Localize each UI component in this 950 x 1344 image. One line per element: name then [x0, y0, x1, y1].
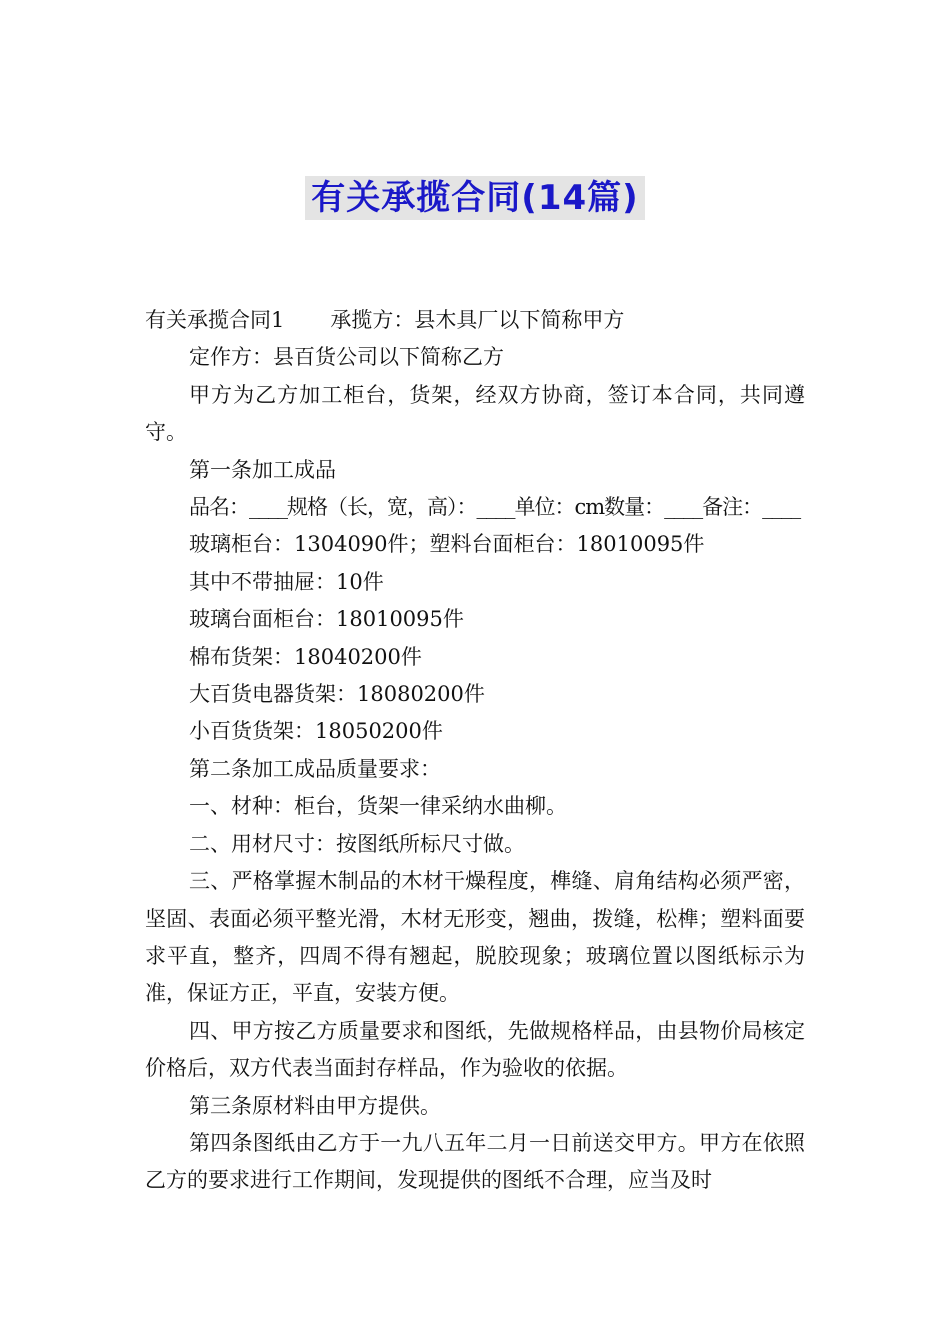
paragraph: 第一条加工成品	[189, 457, 336, 482]
paragraph: 四、甲方按乙方质量要求和图纸，先做规格样品，由县物价局核定价格后，双方代表当面封存样品，作为验收的依据。	[145, 1018, 805, 1081]
paragraph: 第三条原材料由甲方提供。	[189, 1093, 441, 1118]
paragraph: 玻璃台面柜台：18010095件	[189, 607, 464, 632]
contractor-party: 承揽方：县木具厂以下简称甲方	[330, 308, 625, 332]
paragraph: 玻璃柜台：1304090件；塑料台面柜台：18010095件	[189, 532, 705, 557]
paragraph: 三、严格掌握木制品的木材干燥程度，榫缝、肩角结构必须严密，坚固、表面必须平整光滑，木材无形变，翘曲，拨缝，松榫；塑料面要求平直，整齐，四周不得有翘起，脱胶现象；玻璃位置以图纸标示为准，保证方正，平直，安装方便。	[145, 869, 805, 1006]
paragraph: 定作方：县百货公司以下简称乙方	[189, 345, 504, 370]
paragraph: 第四条图纸由乙方于一九八五年二月一日前送交甲方。甲方在依照乙方的要求进行工作期间，发现提供的图纸不合理，应当及时	[145, 1130, 805, 1193]
paragraph: 棉布货架：18040200件	[189, 644, 422, 669]
paragraph: 其中不带抽屉：10件	[189, 569, 384, 594]
paragraph: 小百货货架：18050200件	[189, 719, 443, 744]
document-title-block	[0, 176, 950, 220]
paragraph: 品名：____规格（长，宽，高）：____单位：cm数量：____备注：____	[189, 495, 801, 520]
paragraph: 一、材种：柜台，货架一律采纳水曲柳。	[189, 794, 567, 819]
contract-heading-line	[145, 302, 805, 339]
contract-number: 有关承揽合同1	[145, 308, 285, 332]
paragraph: 第二条加工成品质量要求：	[189, 756, 441, 781]
document-title: 有关承揽合同(14篇)	[305, 176, 644, 220]
paragraph: 甲方为乙方加工柜台，货架，经双方协商，签订本合同，共同遵守。	[145, 382, 805, 445]
paragraph: 二、用材尺寸：按图纸所标尺寸做。	[189, 831, 525, 856]
paragraph: 大百货电器货架：18080200件	[189, 682, 485, 707]
document-body	[145, 302, 805, 1200]
